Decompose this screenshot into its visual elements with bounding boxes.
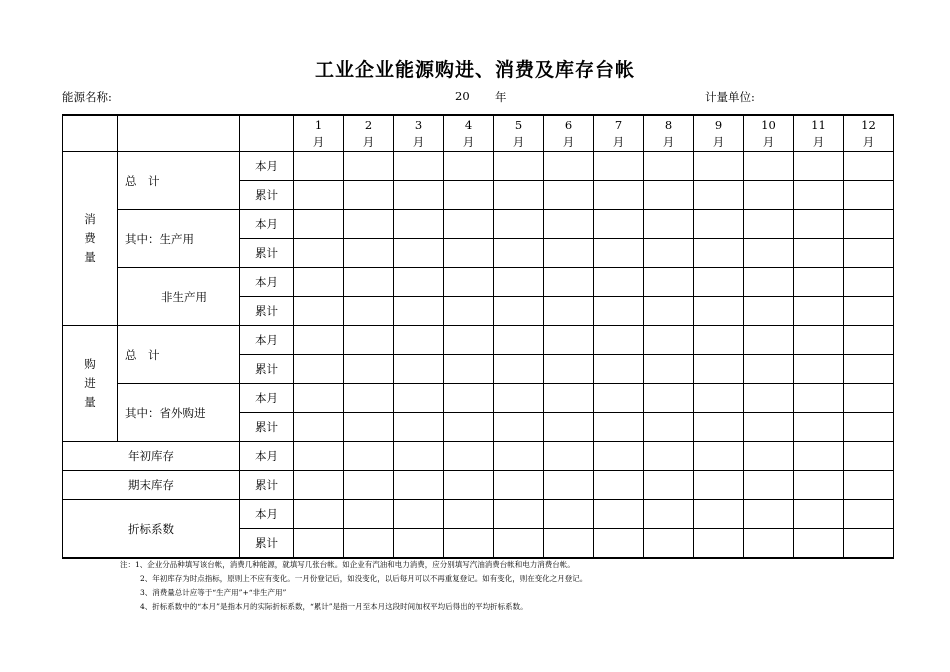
entry-cell-month-9[interactable]: [694, 152, 744, 181]
entry-cell-month-7[interactable]: [594, 326, 644, 355]
entry-cell-month-3[interactable]: [394, 268, 444, 297]
entry-cell-month-5[interactable]: [494, 442, 544, 471]
outside-purchase-label: 其中：省外购进: [118, 384, 240, 442]
entry-cell-month-8[interactable]: [644, 355, 694, 384]
year-prefix: 20: [455, 89, 470, 103]
entry-cell-month-7[interactable]: [594, 268, 644, 297]
opening-stock-label: 年初库存: [63, 442, 240, 471]
entry-cell-month-10[interactable]: [744, 355, 794, 384]
entry-cell-month-9[interactable]: [694, 210, 744, 239]
entry-cell-month-1[interactable]: [294, 210, 344, 239]
entry-cell-month-12[interactable]: [844, 442, 894, 471]
entry-cell-month-3[interactable]: [394, 413, 444, 442]
entry-cell-month-4[interactable]: [444, 355, 494, 384]
entry-cell-month-10[interactable]: [744, 181, 794, 210]
entry-cell-month-2[interactable]: [344, 529, 394, 559]
entry-cell-month-12[interactable]: [844, 326, 894, 355]
entry-cell-month-8[interactable]: [644, 442, 694, 471]
entry-cell-month-4[interactable]: [444, 239, 494, 268]
entry-cell-month-2[interactable]: [344, 297, 394, 326]
period-label: 本月: [240, 500, 294, 529]
entry-cell-month-11[interactable]: [794, 471, 844, 500]
month-header-2: 2 月: [344, 115, 394, 152]
entry-cell-month-2[interactable]: [344, 471, 394, 500]
entry-cell-month-9[interactable]: [694, 355, 744, 384]
entry-cell-month-3[interactable]: [394, 297, 444, 326]
entry-cell-month-3[interactable]: [394, 239, 444, 268]
entry-cell-month-9[interactable]: [694, 529, 744, 559]
energy-name-label: 能源名称:: [62, 90, 112, 104]
entry-cell-month-10[interactable]: [744, 471, 794, 500]
entry-cell-month-1[interactable]: [294, 384, 344, 413]
notes: [120, 558, 587, 614]
entry-cell-month-4[interactable]: [444, 268, 494, 297]
entry-cell-month-1[interactable]: [294, 413, 344, 442]
entry-cell-month-2[interactable]: [344, 355, 394, 384]
entry-cell-month-9[interactable]: [694, 268, 744, 297]
month-header-3: 3 月: [394, 115, 444, 152]
entry-cell-month-10[interactable]: [744, 500, 794, 529]
entry-cell-month-9[interactable]: [694, 413, 744, 442]
entry-cell-month-12[interactable]: [844, 181, 894, 210]
entry-cell-month-1[interactable]: [294, 471, 344, 500]
entry-cell-month-6[interactable]: [544, 471, 594, 500]
header-cell: [63, 115, 118, 152]
entry-cell-month-1[interactable]: [294, 529, 344, 559]
entry-cell-month-4[interactable]: [444, 500, 494, 529]
entry-cell-month-4[interactable]: [444, 413, 494, 442]
entry-cell-month-9[interactable]: [694, 181, 744, 210]
consumption-total-label: 总 计: [118, 152, 240, 210]
entry-cell-month-7[interactable]: [594, 529, 644, 559]
entry-cell-month-2[interactable]: [344, 442, 394, 471]
entry-cell-month-9[interactable]: [694, 500, 744, 529]
note-3: 3、消费量总计应等于“生产用”+“非生产用”: [140, 588, 287, 597]
entry-cell-month-7[interactable]: [594, 210, 644, 239]
entry-cell-month-4[interactable]: [444, 471, 494, 500]
entry-cell-month-1[interactable]: [294, 326, 344, 355]
entry-cell-month-5[interactable]: [494, 326, 544, 355]
entry-cell-month-12[interactable]: [844, 297, 894, 326]
entry-cell-month-10[interactable]: [744, 384, 794, 413]
entry-cell-month-1[interactable]: [294, 442, 344, 471]
entry-cell-month-5[interactable]: [494, 268, 544, 297]
entry-cell-month-7[interactable]: [594, 355, 644, 384]
entry-cell-month-10[interactable]: [744, 210, 794, 239]
entry-cell-month-6[interactable]: [544, 529, 594, 559]
header-cell: [240, 115, 294, 152]
entry-cell-month-11[interactable]: [794, 413, 844, 442]
entry-cell-month-11[interactable]: [794, 268, 844, 297]
month-header-9: 9 月: [694, 115, 744, 152]
entry-cell-month-2[interactable]: [344, 500, 394, 529]
entry-cell-month-7[interactable]: [594, 471, 644, 500]
entry-cell-month-7[interactable]: [594, 152, 644, 181]
entry-cell-month-6[interactable]: [544, 268, 594, 297]
year-suffix: 年: [495, 90, 507, 104]
purchase-section-label: 购 进 量: [63, 326, 118, 442]
entry-cell-month-4[interactable]: [444, 181, 494, 210]
entry-cell-month-6[interactable]: [544, 210, 594, 239]
non-production-use-label: 非生产用: [118, 268, 240, 326]
entry-cell-month-5[interactable]: [494, 239, 544, 268]
entry-cell-month-8[interactable]: [644, 471, 694, 500]
entry-cell-month-10[interactable]: [744, 239, 794, 268]
entry-cell-month-6[interactable]: [544, 297, 594, 326]
entry-cell-month-5[interactable]: [494, 297, 544, 326]
table-row: [63, 326, 894, 355]
entry-cell-month-8[interactable]: [644, 210, 694, 239]
entry-cell-month-10[interactable]: [744, 268, 794, 297]
entry-cell-month-11[interactable]: [794, 326, 844, 355]
entry-cell-month-12[interactable]: [844, 268, 894, 297]
entry-cell-month-1[interactable]: [294, 500, 344, 529]
entry-cell-month-8[interactable]: [644, 152, 694, 181]
entry-cell-month-1[interactable]: [294, 268, 344, 297]
entry-cell-month-8[interactable]: [644, 500, 694, 529]
month-header-6: 6 月: [544, 115, 594, 152]
entry-cell-month-7[interactable]: [594, 442, 644, 471]
entry-cell-month-6[interactable]: [544, 326, 594, 355]
entry-cell-month-3[interactable]: [394, 529, 444, 559]
table-row: [63, 268, 894, 297]
entry-cell-month-8[interactable]: [644, 384, 694, 413]
entry-cell-month-8[interactable]: [644, 326, 694, 355]
entry-cell-month-1[interactable]: [294, 181, 344, 210]
entry-cell-month-9[interactable]: [694, 239, 744, 268]
period-label: 本月: [240, 384, 294, 413]
entry-cell-month-5[interactable]: [494, 355, 544, 384]
entry-cell-month-6[interactable]: [544, 500, 594, 529]
entry-cell-month-12[interactable]: [844, 413, 894, 442]
period-label: 累计: [240, 529, 294, 559]
period-label: 累计: [240, 413, 294, 442]
entry-cell-month-7[interactable]: [594, 384, 644, 413]
entry-cell-month-2[interactable]: [344, 413, 394, 442]
table-row: [63, 152, 894, 181]
header-cell: [118, 115, 240, 152]
entry-cell-month-12[interactable]: [844, 500, 894, 529]
entry-cell-month-8[interactable]: [644, 413, 694, 442]
period-label: 本月: [240, 210, 294, 239]
entry-cell-month-5[interactable]: [494, 210, 544, 239]
period-label: 累计: [240, 297, 294, 326]
entry-cell-month-2[interactable]: [344, 326, 394, 355]
entry-cell-month-6[interactable]: [544, 152, 594, 181]
entry-cell-month-2[interactable]: [344, 384, 394, 413]
period-label: 本月: [240, 442, 294, 471]
entry-cell-month-11[interactable]: [794, 239, 844, 268]
entry-cell-month-5[interactable]: [494, 413, 544, 442]
entry-cell-month-5[interactable]: [494, 384, 544, 413]
entry-cell-month-1[interactable]: [294, 297, 344, 326]
entry-cell-month-11[interactable]: [794, 181, 844, 210]
table-row: [63, 384, 894, 413]
entry-cell-month-12[interactable]: [844, 529, 894, 559]
month-header-12: 12 月: [844, 115, 894, 152]
entry-cell-month-10[interactable]: [744, 297, 794, 326]
entry-cell-month-11[interactable]: [794, 384, 844, 413]
entry-cell-month-11[interactable]: [794, 500, 844, 529]
entry-cell-month-3[interactable]: [394, 181, 444, 210]
entry-cell-month-5[interactable]: [494, 152, 544, 181]
entry-cell-month-6[interactable]: [544, 181, 594, 210]
entry-cell-month-11[interactable]: [794, 355, 844, 384]
entry-cell-month-5[interactable]: [494, 471, 544, 500]
entry-cell-month-2[interactable]: [344, 210, 394, 239]
production-use-label: 其中：生产用: [118, 210, 240, 268]
closing-stock-label: 期末库存: [63, 471, 240, 500]
entry-cell-month-12[interactable]: [844, 239, 894, 268]
entry-cell-month-7[interactable]: [594, 181, 644, 210]
entry-cell-month-9[interactable]: [694, 384, 744, 413]
entry-cell-month-6[interactable]: [544, 384, 594, 413]
note-2: 2、年初库存为时点指标，原则上不应有变化。一月份登记后，如没变化，以后每月可以不再重复登记。如有变化，则在变化之月登记。: [140, 574, 588, 583]
month-header-8: 8 月: [644, 115, 694, 152]
entry-cell-month-3[interactable]: [394, 442, 444, 471]
period-label: 累计: [240, 355, 294, 384]
entry-cell-month-3[interactable]: [394, 326, 444, 355]
entry-cell-month-9[interactable]: [694, 471, 744, 500]
period-label: 本月: [240, 152, 294, 181]
entry-cell-month-10[interactable]: [744, 442, 794, 471]
page-title: 工业企业能源购进、消费及库存台帐: [314, 59, 635, 81]
period-label: 累计: [240, 471, 294, 500]
entry-cell-month-3[interactable]: [394, 355, 444, 384]
month-header-4: 4 月: [444, 115, 494, 152]
entry-cell-month-7[interactable]: [594, 239, 644, 268]
entry-cell-month-10[interactable]: [744, 326, 794, 355]
entry-cell-month-4[interactable]: [444, 152, 494, 181]
entry-cell-month-2[interactable]: [344, 181, 394, 210]
purchase-total-label: 总 计: [118, 326, 240, 384]
entry-cell-month-4[interactable]: [444, 297, 494, 326]
entry-cell-month-8[interactable]: [644, 181, 694, 210]
entry-cell-month-3[interactable]: [394, 500, 444, 529]
entry-cell-month-10[interactable]: [744, 152, 794, 181]
entry-cell-month-8[interactable]: [644, 297, 694, 326]
entry-cell-month-3[interactable]: [394, 471, 444, 500]
entry-cell-month-4[interactable]: [444, 529, 494, 559]
entry-cell-month-11[interactable]: [794, 152, 844, 181]
entry-cell-month-5[interactable]: [494, 181, 544, 210]
entry-cell-month-6[interactable]: [544, 355, 594, 384]
entry-cell-month-3[interactable]: [394, 210, 444, 239]
ledger-table: [62, 114, 894, 559]
entry-cell-month-1[interactable]: [294, 239, 344, 268]
entry-cell-month-4[interactable]: [444, 384, 494, 413]
entry-cell-month-11[interactable]: [794, 297, 844, 326]
entry-cell-month-11[interactable]: [794, 210, 844, 239]
entry-cell-month-2[interactable]: [344, 152, 394, 181]
entry-cell-month-12[interactable]: [844, 210, 894, 239]
entry-cell-month-9[interactable]: [694, 442, 744, 471]
entry-cell-month-12[interactable]: [844, 355, 894, 384]
month-header-7: 7 月: [594, 115, 644, 152]
entry-cell-month-1[interactable]: [294, 355, 344, 384]
month-header-11: 11 月: [794, 115, 844, 152]
entry-cell-month-4[interactable]: [444, 210, 494, 239]
month-header-10: 10 月: [744, 115, 794, 152]
entry-cell-month-5[interactable]: [494, 529, 544, 559]
period-label: 本月: [240, 326, 294, 355]
table-row: [63, 442, 894, 471]
entry-cell-month-3[interactable]: [394, 384, 444, 413]
entry-cell-month-9[interactable]: [694, 326, 744, 355]
entry-cell-month-7[interactable]: [594, 500, 644, 529]
entry-cell-month-10[interactable]: [744, 413, 794, 442]
entry-cell-month-8[interactable]: [644, 529, 694, 559]
entry-cell-month-12[interactable]: [844, 471, 894, 500]
entry-cell-month-5[interactable]: [494, 500, 544, 529]
header-row: [63, 115, 894, 152]
entry-cell-month-8[interactable]: [644, 239, 694, 268]
month-header-1: 1 月: [294, 115, 344, 152]
table-row: [63, 500, 894, 529]
period-label: 累计: [240, 181, 294, 210]
entry-cell-month-8[interactable]: [644, 268, 694, 297]
entry-cell-month-9[interactable]: [694, 297, 744, 326]
table-row: [63, 471, 894, 500]
entry-cell-month-11[interactable]: [794, 529, 844, 559]
entry-cell-month-12[interactable]: [844, 152, 894, 181]
entry-cell-month-3[interactable]: [394, 152, 444, 181]
entry-cell-month-7[interactable]: [594, 413, 644, 442]
period-label: 本月: [240, 268, 294, 297]
entry-cell-month-10[interactable]: [744, 529, 794, 559]
conversion-factor-label: 折标系数: [63, 500, 240, 559]
entry-cell-month-2[interactable]: [344, 268, 394, 297]
note-1: 注：1、企业分品种填写该台帐，消费几种能源，就填写几张台帐。如企业有汽油和电力消费，应分别填写汽油消费台帐和电力消费台帐。: [120, 560, 575, 569]
unit-label: 计量单位:: [705, 90, 755, 104]
entry-cell-month-11[interactable]: [794, 442, 844, 471]
entry-cell-month-4[interactable]: [444, 442, 494, 471]
entry-cell-month-4[interactable]: [444, 326, 494, 355]
entry-cell-month-7[interactable]: [594, 297, 644, 326]
consumption-section-label: 消 费 量: [63, 152, 118, 326]
entry-cell-month-2[interactable]: [344, 239, 394, 268]
note-4: 4、折标系数中的“本月”是指本月的实际折标系数，“累计”是指一月至本月这段时间加权平均后得出的平均折标系数。: [140, 602, 528, 611]
entry-cell-month-6[interactable]: [544, 239, 594, 268]
entry-cell-month-1[interactable]: [294, 152, 344, 181]
entry-cell-month-6[interactable]: [544, 442, 594, 471]
month-header-5: 5 月: [494, 115, 544, 152]
entry-cell-month-6[interactable]: [544, 413, 594, 442]
entry-cell-month-12[interactable]: [844, 384, 894, 413]
period-label: 累计: [240, 239, 294, 268]
table-row: [63, 210, 894, 239]
